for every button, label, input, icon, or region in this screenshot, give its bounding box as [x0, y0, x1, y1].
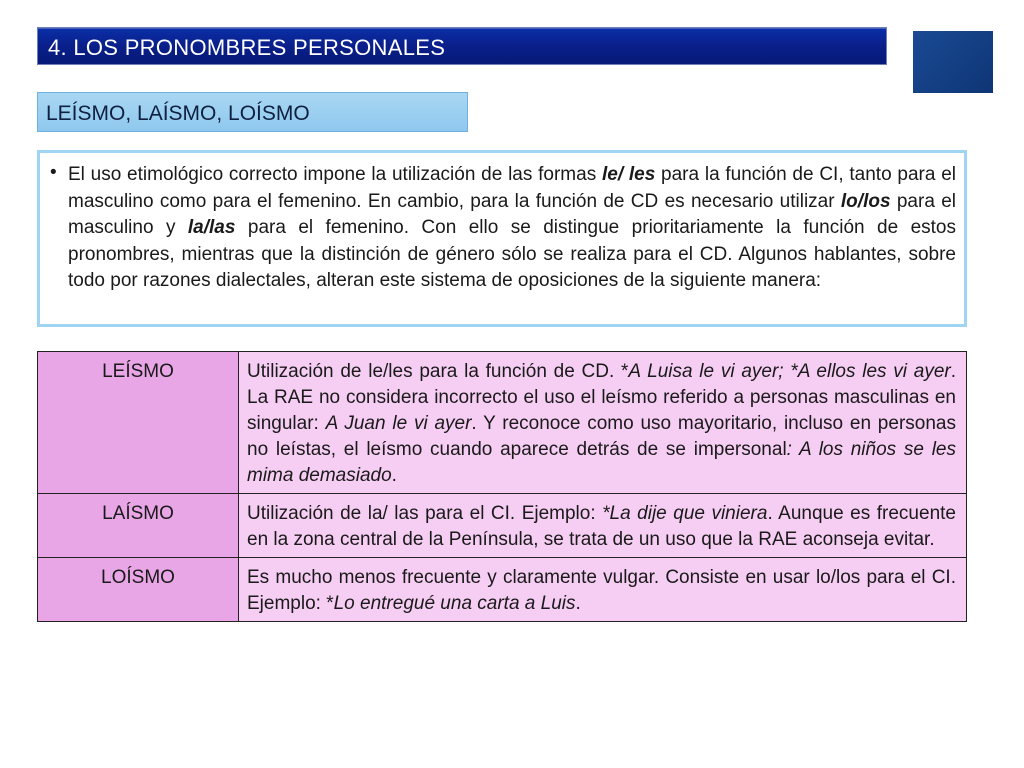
desc-text: Utilización de la/ las para el CI. Ejemplo: — [247, 503, 603, 524]
intro-text-1: El uso etimológico correcto impone la utilización de las formas — [68, 164, 602, 185]
description-cell — [239, 494, 967, 558]
page-title: 4. LOS PRONOMBRES PERSONALES — [48, 35, 446, 60]
subtitle-bar — [37, 92, 468, 132]
intro-text-3: para el masculino y — [68, 190, 956, 238]
section-subtitle: LEÍSMO, LAÍSMO, LOÍSMO — [46, 102, 310, 125]
desc-example: : A los niños se les mima demasiado — [247, 439, 956, 486]
definitions-table — [37, 351, 967, 622]
logo-square — [913, 31, 993, 93]
desc-text: Es mucho menos frecuente y claramente vulgar. Consiste en usar lo/los para el CI. Ejemplo: * — [247, 567, 956, 614]
title-bar — [37, 27, 887, 65]
intro-bold-2: lo/los — [840, 190, 891, 212]
desc-text: . — [391, 465, 397, 486]
table-row — [38, 352, 967, 494]
table-row — [38, 494, 967, 558]
desc-example: *La dije que viniera — [602, 503, 768, 524]
table-row — [38, 558, 967, 622]
term-cell: LOÍSMO — [38, 558, 239, 622]
description-cell — [239, 558, 967, 622]
intro-text-4: para el femenino. Con ello se distingue prioritariamente la función de estos pronombres, mientras que la distinción de género sólo se realiza para el CD. Algunos hablantes, sobre todo por razones dialectales, alteran este sistema de oposiciones de la siguiente manera: — [68, 217, 956, 291]
desc-example: A Luisa le vi ayer; *A ellos les vi ayer — [628, 361, 951, 382]
intro-text-2: para la función de CI, tanto para el masculino como para el femenino. En cambio, para la función de CD es necesario utilizar — [68, 164, 956, 212]
intro-bold-1: le/ les — [601, 164, 656, 185]
intro-paragraph — [68, 162, 956, 295]
desc-text: . Y reconoce como uso mayoritario, incluso en personas no leístas, el leísmo cuando aparece detrás de se impersonal — [247, 413, 956, 460]
desc-text: . La RAE no considera incorrecto el uso el leísmo referido a personas masculinas en singular: — [247, 361, 957, 434]
desc-text: . Aunque es frecuente en la zona central de la Península, se trata de un uso que la RAE aconseja evitar. — [247, 503, 956, 550]
desc-example: Lo entregué una carta a Luis — [333, 593, 576, 614]
bullet-icon: • — [50, 162, 57, 183]
desc-text: Utilización de le/les para la función de CD. * — [247, 361, 629, 382]
desc-text: . — [575, 593, 581, 614]
desc-example: A Juan le vi ayer — [325, 413, 472, 434]
description-cell — [239, 352, 967, 494]
intro-box — [37, 150, 967, 327]
term-cell: LAÍSMO — [38, 494, 239, 558]
intro-bold-3: la/las — [187, 217, 236, 238]
term-cell: LEÍSMO — [38, 352, 239, 494]
